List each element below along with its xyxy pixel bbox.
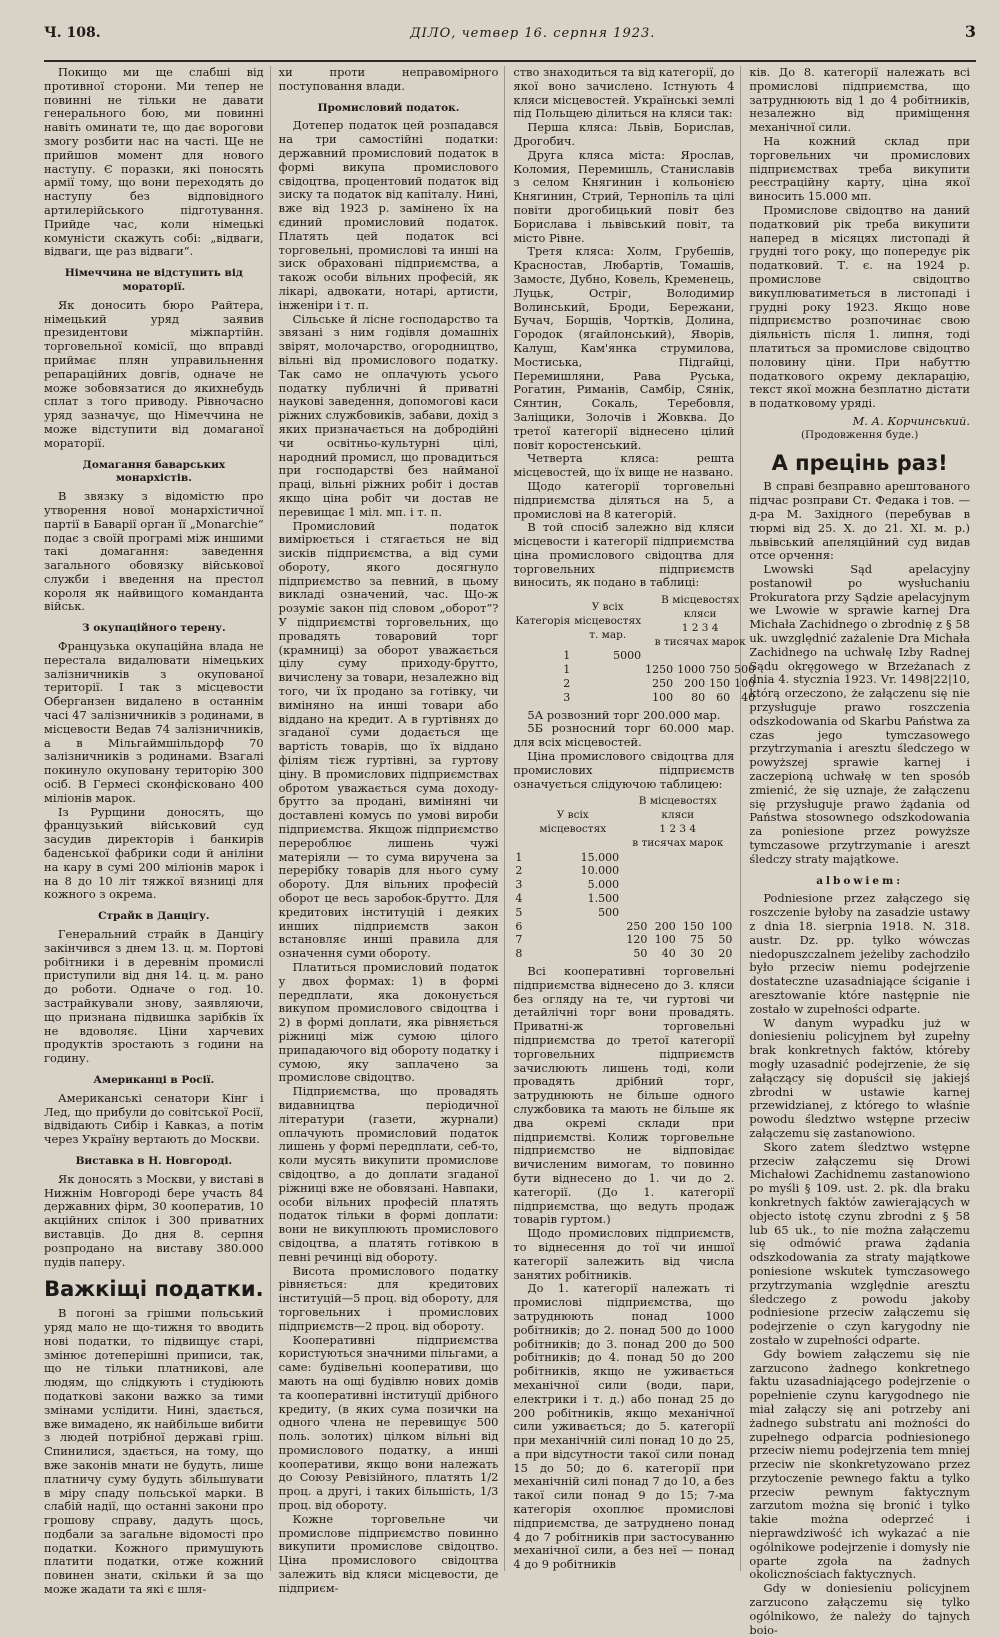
table-row	[513, 649, 757, 663]
table-cell: 1	[515, 850, 523, 864]
table-cell	[675, 649, 707, 663]
table-cell: 8	[515, 947, 523, 961]
paragraph: Щодо промислових підприємств, то віднесення до тої чи иншої категорії залежить від числа занятих робітників.	[513, 1226, 735, 1282]
paragraph: ство знаходиться та від категорії, до якої воно зачислено. Істнують 4 кляси місцевостей. Українські землі під Польщею ділиться на кляси так:	[513, 65, 735, 121]
subheading: Американці в Росії.	[93, 1073, 215, 1086]
table-cell	[621, 878, 649, 892]
table-cell	[649, 864, 677, 878]
table-header	[513, 795, 524, 850]
table-cell: 7	[515, 933, 523, 947]
paragraph: Podniesione przez załączego się roszczenie byłoby na zasadzie ustawy z dnia 18. sierpnia 1918. N. 318. austr. Dz. pp. tylko wówczas niedopuszczalnem jeżeliby zachodziło było przeciw niemu podejrzenie dostateczne uzasadniające ściganie i aresztowanie które następnie nie zostało w zupełności odparte.	[749, 891, 970, 1016]
paragraph: Сільське й лісне господарство та звязані з ним годівля домашніх звірят, молочарство, огородництво, вільні від промислового податку. Так само не оплачують усього податку публичні й приватні наукові заведення, допомогові каси ріжних службовиків, забави, дохід з яких призначається на добродійні чи освітньо-культурні цілі, народний промисл, що провадиться при господарстві без найманої праці, вільні ріжних робіт і достав якщо ціна робіт чи достав не перевищає 1 міл. мп. і т. п.	[278, 311, 499, 519]
table-cell: 1	[563, 649, 571, 663]
table-cell	[524, 933, 621, 947]
table-cell: 150	[682, 919, 704, 933]
column-3	[513, 65, 756, 1572]
table-row	[513, 920, 734, 934]
table-cell	[706, 906, 734, 920]
table-cell: 75	[689, 933, 704, 947]
table-row	[513, 851, 734, 865]
paragraph: Як доносять з Москви, у виставі в Нижнім Новгороді бере участь 84 державних фірм, 30 кооператив, 10 акційних спілок і 300 приватних виставців. До дня 8. серпня розпродано на виставу 380.000 пудів паперу.	[44, 1171, 264, 1269]
table-cell	[706, 851, 734, 865]
table-row	[513, 892, 734, 906]
table-cell	[678, 851, 706, 865]
table-cell: 5	[515, 905, 523, 919]
table-row	[513, 691, 757, 705]
table-cell	[649, 878, 677, 892]
table-body	[513, 851, 734, 961]
page-number: 3	[964, 22, 976, 41]
paragraph: Із Рурщини доносять, що французький військовий суд засудив директорів і банкирів баденської фабрики соди й аніліни на кару в сумі 200 міліонів марок і на 8 до 10 літ тяжкої вязниці для кожного з окрема.	[44, 804, 264, 902]
table-cell: 3	[515, 878, 523, 892]
table-cell: 5000	[613, 649, 642, 663]
subheading: З окупаційного терену.	[82, 622, 226, 635]
table-cell	[678, 878, 706, 892]
paragraph: W danym wypadku już w doniesieniu policyjnem był zupełny brak konkretnych faktów, któreby mogły uzasadnić podejrzenie, że się załączący się dopuścił się jakiejś zbrodni w ustawie karnej przewidzianej, z którego to właśnie powodu śledztwo wstępne przeciw załączemu się zastanowiono.	[749, 1015, 970, 1140]
table-cell: 100	[711, 919, 733, 933]
paragraph: Перша кляса: Львів, Борислав, Дрогобич.	[513, 120, 735, 148]
masthead-title: ДІЛО, четвер 16. серпня 1923.	[410, 26, 656, 41]
paragraph: хи проти неправомірного поступовання влади.	[278, 65, 499, 93]
table-row	[513, 878, 734, 892]
table-row	[513, 663, 757, 677]
table-note: 5Б розносний торг 60.000 мар. для всіх місцевостей.	[513, 721, 735, 750]
table-cell: 100	[654, 933, 676, 947]
paragraph: Покищо ми ще слабші від противної сторони. Ми тепер не повинні не тільки не давати генерального бою, ми повинні навіть оминати те, що дає ворогови змогу розбити нас на часті. Ще не прийшов момент для нового наступу. Є поразки, які поносять армії тому, що вони переходять до наступу без відповідного артилерійського підготування. Прийде час, коли німецькі комуністи скажуть собі: „відваги, відваги, ще раз відваги“.	[44, 65, 264, 259]
table-row	[513, 864, 734, 878]
paragraph: До 1. категорії належать ті промислові підприємства, що затруднюють понад 1000 робітників; до 2. понад 500 до 1000 робітників; до 3. понад 200 до 500 робітників; до 4. понад 50 до 200 робітників, якщо не уживається механічної сили (води, пари, електрики і т. д.) або понад 25 до 200 робітників, якщо механічної сили уживається; до 5. категорії при механічній силі понад 10 до 25, а при відсутности такої сили понад 15 до 50; до 6. категорії при механічній силі понад 7 до 10, а без такої сили понад 9 до 15; 7-ма категорія охоплює промислові підприємства, де затруднено понад 4 до 7 робітників при застосуванню механічної сили, а без неї — понад 4 до 9 робітників	[513, 1281, 735, 1572]
paragraph: Як доносить бюро Райтера, німецький уряд заявив президентови міжпартійн. торговельної комісії, що вправді приймає плян управильнення репараційних довгів, одначе не може зобовязатися до якихнебудь сплат з того приводу. Рівночасно уряд зазначує, що Німеччина не може відступити від домаганої мораторії.	[44, 297, 264, 450]
table-body	[513, 649, 757, 704]
paragraph: Третя кляса: Холм, Грубешів, Красностав, Любартів, Томашів, Замостє, Дубно, Ковель, Кременець, Луцьк, Остріг, Володимир Волинський, Броди, Бережани, Бучач, Борщів, Чортків, Долина, Городок (ягайлонський), Яворів, Калуш, Кам'янка струмилова, Мостиська, Підгайці, Перемишляни, Рава Руська, Рогатин, Риманів, Самбір, Сянік, Сянтин, Сокаль, Теребовля, Заліщики, Золочів і Жовква. До третої категорії віднесено цілий повіт коростенський.	[513, 244, 735, 452]
subheading: Промисловий податок.	[317, 101, 460, 114]
paragraph: Генеральний страйк в Данціґу закінчився з днем 13. ц. м. Портові робітники і в деревнім промислі приступили від дня 14. ц. м. рано до роботи. Одначе о год. 10. застрайкували знову, заявляючи, що признана підвишка зарібків їх не вдоволяє. Ціни харчевих продуктів зростають з години на годину.	[44, 927, 264, 1066]
paragraph: В той спосіб залежно від кляси місцевости і категорії підприємства ціна промислового свідоцтва для торговельних підприємств виносить, як подано в таблиці:	[513, 520, 735, 590]
table-cell: 200	[684, 677, 706, 691]
table-header-label: В місцевостях кляси	[638, 795, 717, 822]
table-header-unit: в тисячах марок	[632, 836, 724, 849]
table-cell	[707, 649, 732, 663]
table-cell: 3	[563, 690, 571, 704]
table-row	[513, 906, 734, 920]
table-cell: 80	[691, 690, 706, 704]
table-cell: 100	[734, 677, 756, 691]
table-cell	[621, 892, 649, 906]
table-cell	[643, 649, 675, 663]
table-cell	[621, 864, 649, 878]
subheading: Німеччина не відступить від мораторії.	[64, 267, 243, 293]
table-cell: 200	[654, 919, 676, 933]
table-cell	[524, 947, 621, 961]
table-cell: 100	[652, 690, 674, 704]
paragraph: Французька окупаційна влада не перестала видалювати німецьких залізничників з окупованої території. І так з місцевости Оберганзен видалено в останнім часі 47 залізничників з родинами, в місцевости Ведав 74 залізничників, а в Мільгаймшільдорф 70 залізничників з родинами. Взагалі покинуло окуповану територію 300 осіб. В Гермесі сконфісковано 400 міліонів марок.	[44, 639, 264, 805]
paragraph: Кожне торговельне чи промислове підприємство повинно викупити промислове свідоцтво. Ціна промислового свідоцтва залежить від кляси місцевости, де підприєм-	[278, 1511, 499, 1595]
table-cell: 5.000	[587, 878, 620, 892]
paragraph: Підприємства, що провадять видавництва періодичної літератури (газети, журнали) оплачують промисловий податок лишень у формі передплати, себ-то, коли мусять викупити промислове свідоцтво, а до доплати згаданої ріжниці вже не обовязані. Навпаки, особи вільних професій платять податок тільки в формі доплати: вони не викуплюють промислового свідоцтва, а платять готівкою в певні речинці від обороту.	[278, 1084, 499, 1264]
paragraph: Ціна промислового свідоцтва для промислових підприємств означується слідуючою таблицею:	[513, 749, 735, 791]
table-cell: 250	[626, 919, 648, 933]
paragraph: Американські сенатори Кінг і Лед, що прибули до совітської Росії, відвідають Сибір і Кавказ, а потім через Україну вертають до Москви.	[44, 1090, 264, 1147]
table-cell	[649, 892, 677, 906]
column-2	[278, 65, 506, 1595]
paragraph: Промислове свідоцтво на даний податковий рік треба викупити наперед в місяцях листопаді й грудні того року, що попередує рік податковий. Т. є. на 1924 р. промислове свідоцтво викуплюватиметься в листопаді і грудні року 1923. Якщо нове підприємство розпочинає свою діяльність після 1. липня, тоді платиться за промислове свідоцтво половину ціни. При набуттю податкового окрему декларацію, текст якої можна безплатно дістати в податковому уряді.	[749, 202, 970, 411]
table-cell	[572, 663, 643, 677]
masthead	[44, 22, 976, 62]
table-cell	[678, 906, 706, 920]
columns	[44, 65, 976, 1637]
table-cell	[678, 864, 706, 878]
paragraph: Кооперативні підприємства користуються значними пільгами, а саме: будівельні кооперативи, що мають на ощі будівлю нових домів та кооперативні інституції дрібного кредиту, (в яких сума позички на одного члена не перевищує 500 поль. золотих) цілком вільні від промислового податку, а инші кооперативи, якщо вони належать до Союзу Ревізійного, платять 1/2 проц. а другі, і таких більшість, 1/3 проц. від обороту.	[278, 1332, 499, 1513]
table-cell	[621, 906, 649, 920]
trade-fee-table	[513, 594, 757, 704]
table-cell: 50	[718, 933, 733, 947]
table-cell	[649, 906, 677, 920]
table-cell: 15.000	[580, 850, 620, 864]
table-cell: 120	[626, 933, 648, 947]
paragraph: Skoro zatem śledztwo wstępne przeciw załączemu się Drowi Michałowi Zachidnemu zastanowiono po myśli § 109. ust. 2. pk. dla braku konkretnych faktów zawierających w objecto istotę czynu zbrodni z § 58 lub 65 uk., to nie można załączemu się odmówić prawa żądania odszkodowania za straty majątkowe poniesione wskutek tymczasowego przytrzymania względnie aresztu śledczego z powodu jakoby podniesione przeciw załączemu się podejrzenie o czyn karygodny nie zostało w zupełności odparte.	[749, 1139, 970, 1347]
table-cell	[706, 878, 734, 892]
column-1	[44, 65, 271, 1597]
paragraph: Четверта кляса: решта місцевостей, що їх вище не названо.	[513, 451, 735, 480]
table-cell: 1000	[677, 663, 706, 677]
table-cell: 150	[709, 677, 731, 691]
paragraph: Всі кооперативні торговельні підприємства віднесено до 3. кляси без огляду на те, чи гуртові чи детайлічні торг вони провадять. Приватні-ж торговельні підприємства до третої категорії торговельних підприємств зачислюють лишень тоді, коли провадять дрібний торг, затруднюють не більше одного службовика та мають не більше як два окремі склади при підприємстві. Колиж торговельне підприємство не відповідає вичисленим вимогам, то повинно бути віднесено до 1. чи до 2. категорії. (До 1. категорії підприємства, що ведуть продаж товарів гуртом.)	[513, 964, 735, 1227]
paragraph: Lwowski Sąd apelacyjny postanowił po wysłuchaniu Prokuratora przy Sądzie apelacyjnym we Lwowie w sprawie karnej Dra Michała Zachidnego o zbrodnię z § 58 uk. uwzględnić zażalenie Dra Michała Zachidnego na uchwałę Izby Radnej Sądu okręgowego w Brzeżanach z dnia 4. stycznia 1923. Vr. 1498|22|10, którą orzeczono, że załączenu się nie przysługuje prawo roszczenia odszkodowania od Skarbu Państwa za czas jego tymczasowego przytrzymania i aresztu śledczego w powyższej sprawie karnej i zaczepioną uchwałę w ten sposób zmienić, że się uznaje, że załączenu się przysługuje prawo żądania od Państwa stosownego odszkodowania za poniesione przez powyższe tymczasowe przytrzymanie i areszt śledczy straty majątkowe.	[749, 562, 970, 866]
table-cell: 50	[633, 947, 648, 961]
column-4	[749, 65, 976, 1637]
table-row	[513, 677, 757, 691]
paragraph: Gdy bowiem załączemu się nie zarzucono żadnego konkretnego faktu uzasadniającego podejrzenie o popełnienie czynu karygodnego nie miał załączy się ani potrzeby ani żadnego substratu ani możności do zupełnego odparcia podniesionego przeciw niemu podejrzenia tem mniej przeciw nie skonkretyzowano przez przytoczenie pewnego faktu a tylko przeciw pewnym faktycznym zarzutom można się bronić i tylko takie można odeprzeć i nieprawdziwość ich wykazać a nie ogólnikowe podejrzenie i domysły nie oparte zgoła na żadnych okolicznościach faktycznych.	[749, 1346, 970, 1582]
paragraph: Gdy w doniesieniu policyjnem zarzucono załączemu się tylko ogólnikowo, że należy do tajnych boio-	[749, 1581, 970, 1637]
table-cell	[649, 851, 677, 865]
paragraph: Щодо категорії торговельні підприємства діляться на 5, а промислові на 8 категорій.	[513, 478, 735, 521]
paragraph: Висота промислового податку рівняється: для кредитових інституцій—5 проц. від обороту, для торговельних і промислових підприємств—2 проц. від обороту.	[278, 1263, 499, 1333]
table-header: У всіх місцевостях т. мар.	[574, 601, 642, 641]
table-cell: 1	[563, 663, 571, 677]
table-cell	[572, 691, 643, 705]
paragraph: В погоні за грішми польський уряд мало не що-тижня то вводить нові податки, то підвищує старі, змінює дотеперішні приписи, так, що не тільки платникові, але людям, що слідкують і студіюють податкові закони важко за тими змінами услідити. Нині, здається, вже вимадено, як найбільше вибити з людей потрібної державі гріш. Спинилися, здається, на тому, що вже законів мнати не будуть, лише платничу суму будуть збільшувати в міру спаду польської марки. В слабій надії, що останні закони про грошову справу, дадуть щось, подбали за загальне відомості про податки. Кожного примушують платити податки, отже кожний повинен знати, скільки й за що може жадати та які є шля-	[44, 1306, 264, 1597]
industry-fee-table	[513, 795, 734, 961]
issue-number: Ч. 108.	[44, 25, 101, 41]
article-headline: А прецінь раз!	[771, 450, 948, 475]
table-cell: 750	[709, 663, 731, 677]
author-signature: М. А. Корчинський.	[852, 413, 970, 428]
table-cell: 40	[741, 690, 756, 704]
paragraph: В звязку з відомістю про утворення нової монархістичної партії в Баварії орган її „Monarchie“ подає з своїй програмі між иншими такі домагання: заведення загального обовязку військової служби і введення на престол короля як найвищого команданта військ.	[44, 489, 264, 614]
table-cell: 6	[515, 919, 523, 933]
subheading: Домагання баварських монархістів.	[82, 458, 226, 485]
table-cell: 2	[563, 677, 571, 691]
paragraph: Платиться промисловий податок у двох формах: 1) в формі передплати, яка доконується викупом промислового свідоцтва і 2) в формі доплати, яка рівняється ріжниці між сумою цілого припадаючого від обороту податку і сумою, яку заплачено за промислове свідоцтво.	[278, 960, 499, 1085]
table-cell	[706, 864, 734, 878]
table-cell	[678, 892, 706, 906]
paragraph: На кожний склад при торговельних чи промислових підприємствах треба викупити реєстраційну карту, ціна якої виносить 15.000 мп.	[749, 133, 970, 204]
table-cell: 500	[734, 663, 756, 677]
table-cell: 250	[652, 677, 674, 691]
table-header: В місцевостях кляси 1 2 3 4 в тисячах марок	[632, 795, 724, 849]
table-cell	[621, 851, 649, 865]
subheading: Страйк в Данціґу.	[98, 910, 210, 923]
table-note: 5А розвозний торг 200.000 мар.	[527, 707, 721, 722]
table-cell: 10.000	[580, 864, 620, 878]
table-header: Категорія	[515, 614, 571, 627]
table-cell: 1250	[645, 663, 674, 677]
paragraph: Друга кляса міста: Ярослав, Коломия, Перемишль, Станиславів з селом Княгинин і кольонією Княгинин, Стрий, Тернопіль та цілі повіти дрогобицький повіт без Борислава і львівський повіт, та місто Рівне.	[513, 147, 735, 245]
table-header: В місцевостях кляси 1 2 3 4 в тисячах марок	[654, 594, 746, 648]
table-cell: 60	[716, 690, 731, 704]
subheading: Виставка в Н. Новгороді.	[75, 1154, 233, 1167]
table-header-label: В місцевостях кляси	[661, 594, 740, 621]
table-cell: 20	[718, 947, 733, 961]
table-cell: 1.500	[587, 892, 620, 906]
table-row	[513, 947, 734, 961]
article-headline: Важкіщі податки.	[44, 1277, 264, 1302]
continuation-note: (Продовження буде.)	[800, 428, 919, 441]
table-row	[513, 933, 734, 947]
paragraph: Промисловий податок вимірюється і стягається не від зисків підприємства, а від суми обороту, якого досягнуло підприємство за певний, в цьому викладі означений, час. Що-ж розуміє закон під словом „оборот“? У підприємстві торговельних, що провадять товаровий торг (крамниці) за оборот уважається цілу суму приходу-брутто, вичислену за товари, незалежно від того, чи їх продано за готівку, чи виміняно на инші товари або віддано на кредит. А в гуртівнях до згаданої суми додається ще вартість товарів, що їх віддано філіям тієж гуртівні, за гуртову ціну. В промислових підприємствах обротом уважається сума доходу-брутто за продані, виміняні чи доставлені комусь по умові вироби підприємства. Якщож підприємство перероблює лишень чужі матеріяли — то сума виручена за перерібку товарів для нього суму обороту. Для вільних професій оборот це весь заробок-брутто. Для кредитових інституцій і деяких инших підприємств закон встановляє инші правила для означення суми обороту.	[278, 518, 499, 961]
table-cell: 2	[515, 864, 523, 878]
table-cell: 30	[689, 947, 704, 961]
table-cell: 4	[515, 892, 523, 906]
table-header: У всіх місцевостях	[539, 809, 607, 836]
paragraph: В справі безправно арештованого підчас розправи Ст. Федака і тов. — д-ра М. Західного (перебував в тюрмі від 25. X. до 21. XI. м. р.) львівський апеляційний суд видав отсе орчення:	[749, 479, 970, 563]
table-cell	[706, 892, 734, 906]
paragraph: Дотепер податок цей розпадався на три самостійні податки: державний промисловий податок в формі викупа промислового свідоцтва, процентовий податок від зиску та податок від капіталу. Нині, вже від 1923 р. замінено їх на єдиний промисловий податок. Платять цей податок всі торговельні, промислові та инші на зиск обраховані підприємства, а також особи вільних професій, як лікарі, адвокати, нотарі, артисти, інженіри і т. п.	[278, 118, 499, 312]
table-cell: 40	[661, 947, 676, 961]
paragraph: ків. До 8. категорії належать всі промислові підприємства, що затруднюють від 1 до 4 робітників, незалежно від приміщення механічної сили.	[749, 65, 970, 135]
subheading: albowiem:	[816, 874, 904, 887]
table-header-unit: в тисячах марок	[654, 635, 746, 648]
table-cell	[572, 677, 643, 691]
table-cell	[524, 920, 621, 934]
table-cell: 500	[598, 905, 620, 919]
